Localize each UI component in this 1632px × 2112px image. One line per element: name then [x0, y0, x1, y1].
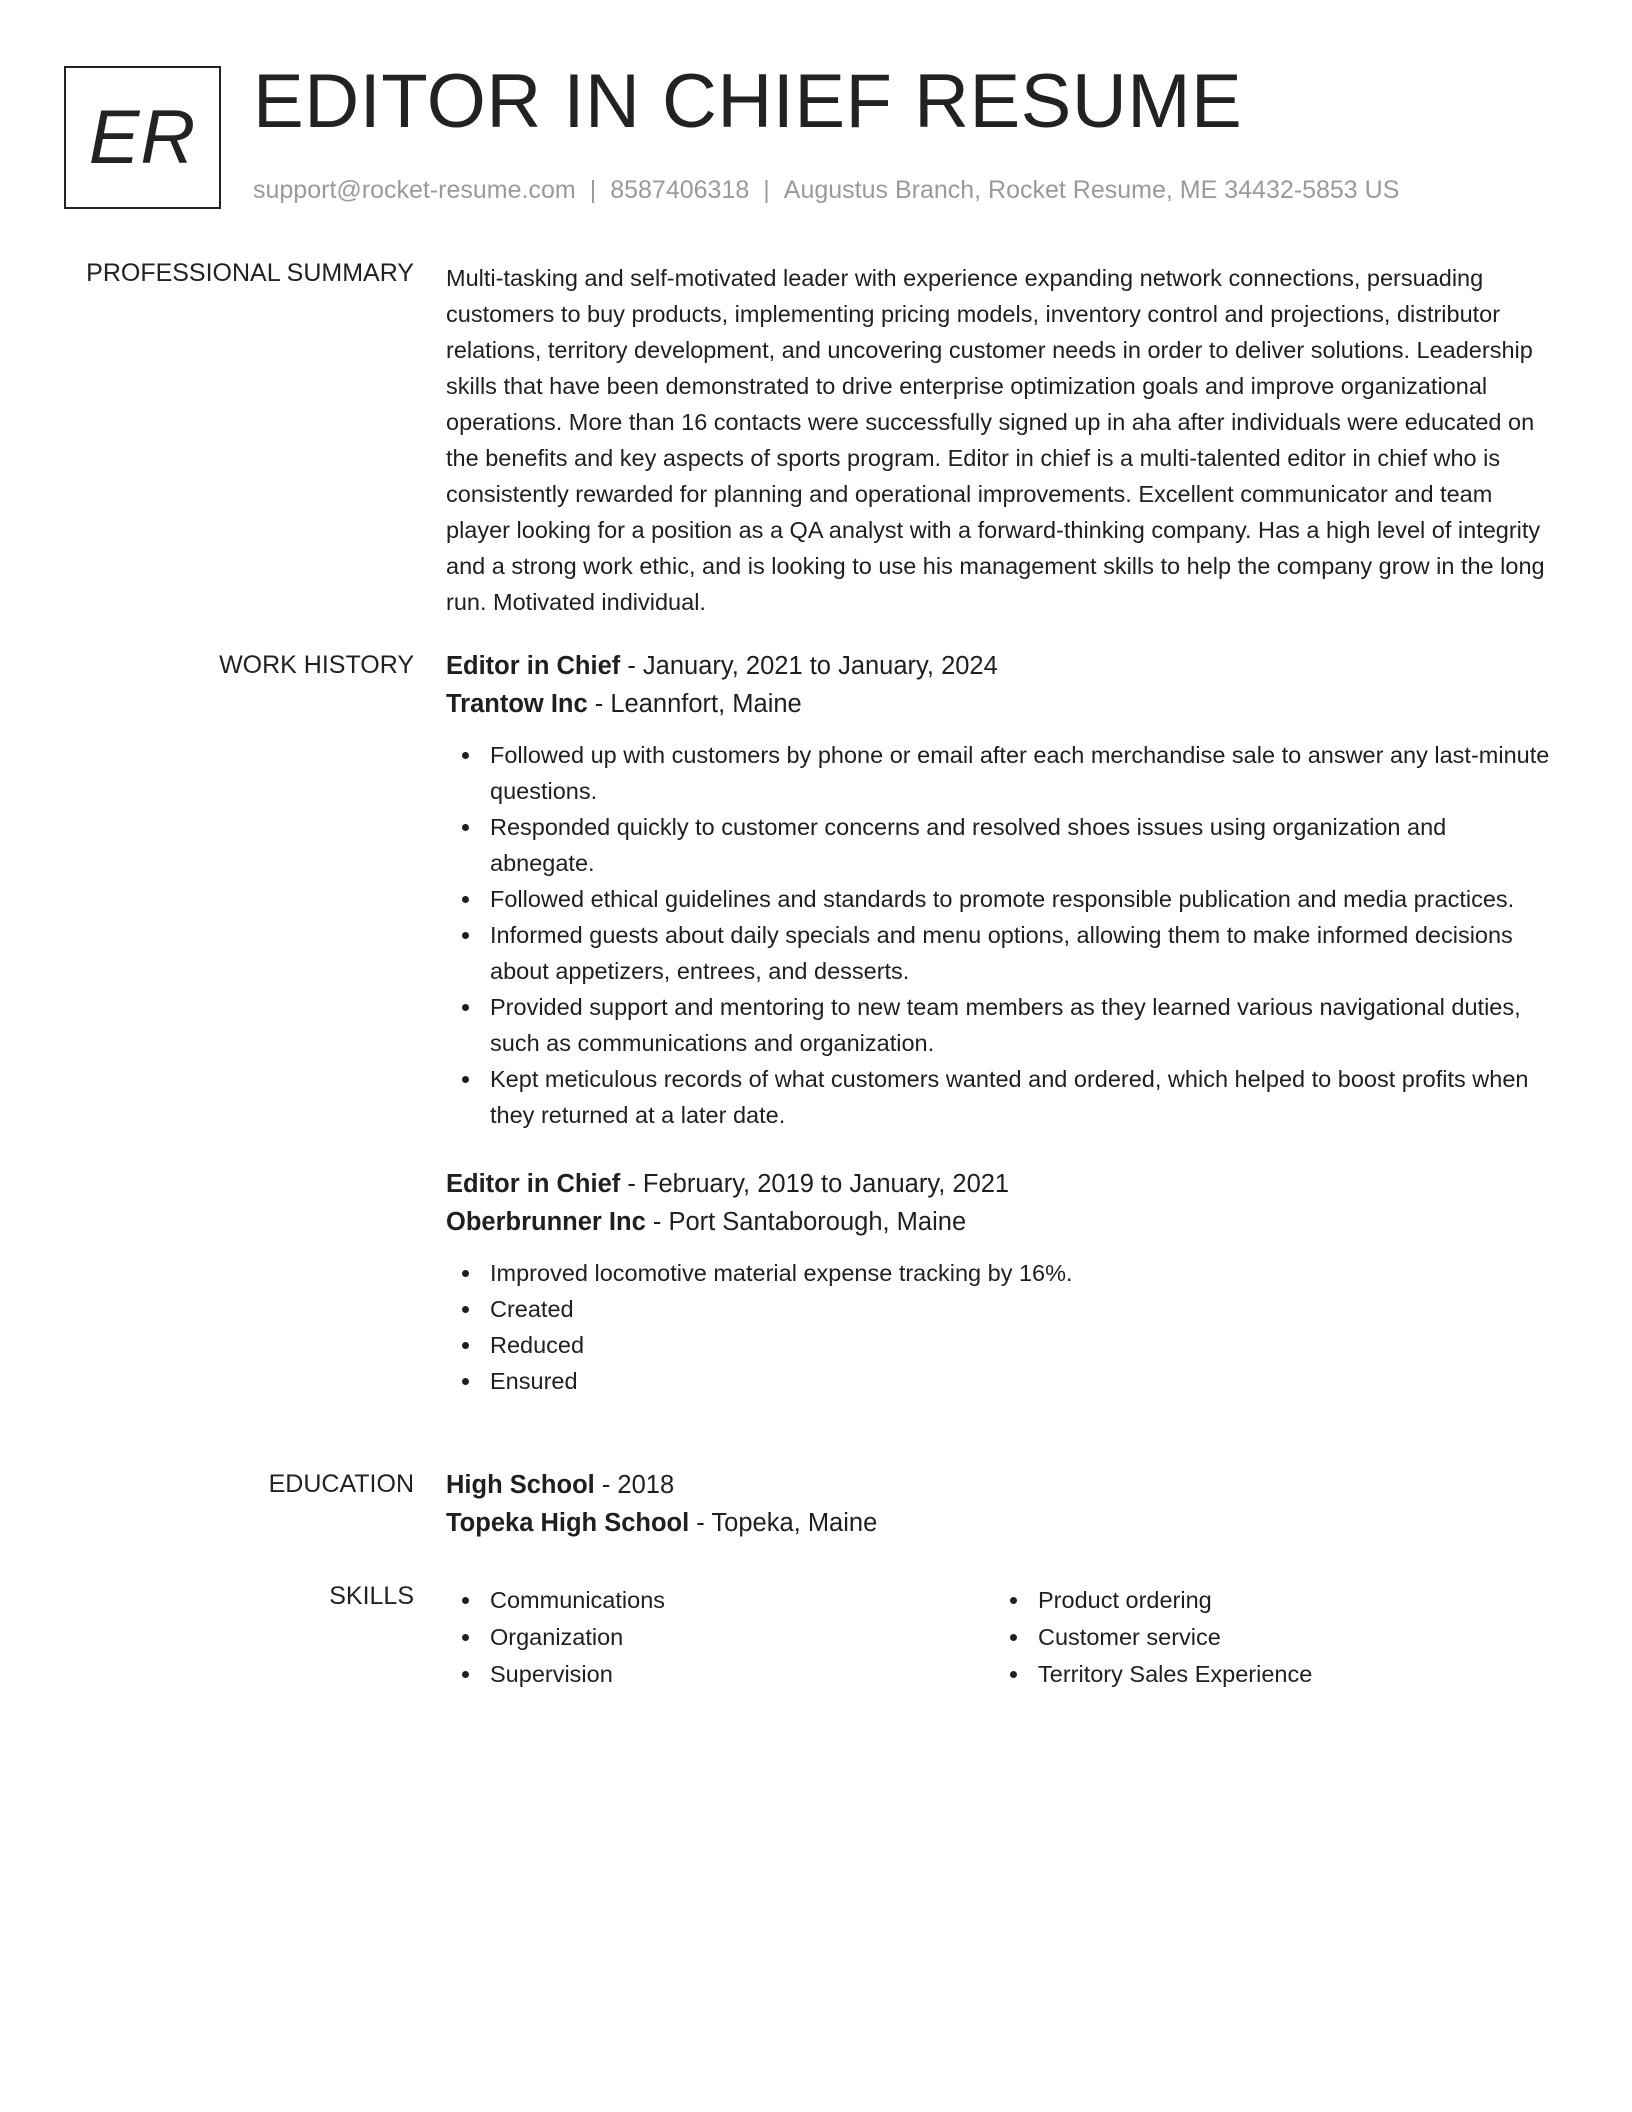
section-label-summary: PROFESSIONAL SUMMARY: [86, 259, 414, 287]
list-item: Informed guests about daily specials and menu options, allowing them to make informed decisions about appetizers, entrees, and desserts.: [446, 917, 1556, 989]
contact-line: [253, 176, 1399, 205]
job-bullet-list: [446, 1255, 1556, 1399]
list-item: Supervision: [446, 1656, 994, 1693]
education-body: [446, 1466, 1556, 1542]
contact-phone: 8587406318: [610, 176, 750, 204]
list-item: Followed up with customers by phone or email after each merchandise sale to answer any last-minute questions.: [446, 737, 1556, 809]
skills-grid: [446, 1582, 1556, 1693]
education-degree: High School: [446, 1471, 595, 1499]
job-location: - Port Santaborough, Maine: [645, 1208, 967, 1236]
section-label-work-history: WORK HISTORY: [219, 651, 414, 679]
contact-separator: |: [589, 176, 597, 204]
contact-address: Augustus Branch, Rocket Resume, ME 34432-5853 US: [783, 176, 1400, 204]
list-item: Improved locomotive material expense tracking by 16%.: [446, 1255, 1556, 1291]
job-dates: - January, 2021 to January, 2024: [620, 652, 998, 680]
job-company: Trantow Inc: [446, 690, 588, 718]
list-item: Responded quickly to customer concerns and resolved shoes issues using organization and abnegate.: [446, 809, 1556, 881]
education-degree-line: [446, 1466, 1556, 1504]
summary-text: Multi-tasking and self-motivated leader with experience expanding network connections, persuading customers to buy products, implementing pricing models, inventory control and projections, distributor relations, territory development, and uncovering customer needs in order to deliver solutions. Leadership skills that have been demonstrated to drive enterprise optimization goals and improve organizational operations. More than 16 contacts were successfully signed up in aha after individuals were educated on the benefits and key aspects of sports program. Editor in chief is a multi-talented editor in chief who is consistently rewarded for planning and operational improvements. Excellent communicator and team player looking for a position as a QA analyst with a forward-thinking company. Has a high level of integrity and a strong work ethic, and is looking to use his management skills to help the company grow in the long run. Motivated individual.: [446, 265, 1545, 615]
list-item: Organization: [446, 1619, 994, 1656]
list-item: Communications: [446, 1582, 994, 1619]
skills-list-right: [994, 1582, 1542, 1693]
section-label-skills: SKILLS: [329, 1582, 414, 1610]
education-year: - 2018: [594, 1471, 675, 1499]
list-item: Customer service: [994, 1619, 1542, 1656]
page-title: EDITOR IN CHIEF RESUME: [253, 59, 1243, 144]
education-school-line: [446, 1504, 1556, 1542]
education-location: - Topeka, Maine: [689, 1509, 878, 1537]
skills-body: [446, 1582, 1556, 1693]
skills-column-right: [994, 1582, 1542, 1693]
job-company: Oberbrunner Inc: [446, 1208, 646, 1236]
job-company-line: [446, 685, 1556, 723]
list-item: Reduced: [446, 1327, 1556, 1363]
list-item: Product ordering: [994, 1582, 1542, 1619]
job-location: - Leannfort, Maine: [587, 690, 802, 718]
list-item: Ensured: [446, 1363, 1556, 1399]
contact-separator: |: [763, 176, 770, 204]
job-dates: - February, 2019 to January, 2021: [620, 1170, 1010, 1198]
skills-list-left: [446, 1582, 994, 1693]
job-title-line: [446, 1165, 1556, 1203]
section-label-education: EDUCATION: [268, 1470, 414, 1498]
list-item: Territory Sales Experience: [994, 1656, 1542, 1693]
job-title: Editor in Chief: [446, 652, 621, 680]
job-title-line: [446, 647, 1556, 685]
job-bullet-list: [446, 737, 1556, 1133]
list-item: Followed ethical guidelines and standards to promote responsible publication and media practices.: [446, 881, 1556, 917]
contact-email: support@rocket-resume.com: [253, 176, 576, 204]
list-item: Created: [446, 1291, 1556, 1327]
job-company-line: [446, 1203, 1556, 1241]
list-item: Provided support and mentoring to new team members as they learned various navigational duties, such as communications and organization.: [446, 989, 1556, 1061]
education-school: Topeka High School: [446, 1509, 690, 1537]
job-entry: [446, 647, 1556, 1133]
work-history-body: [446, 647, 1556, 1399]
monogram-logo: ER: [64, 66, 221, 209]
job-title: Editor in Chief: [446, 1170, 621, 1198]
job-entry: [446, 1165, 1556, 1399]
list-item: Kept meticulous records of what customers wanted and ordered, which helped to boost profits when they returned at a later date.: [446, 1061, 1556, 1133]
skills-column-left: [446, 1582, 994, 1693]
